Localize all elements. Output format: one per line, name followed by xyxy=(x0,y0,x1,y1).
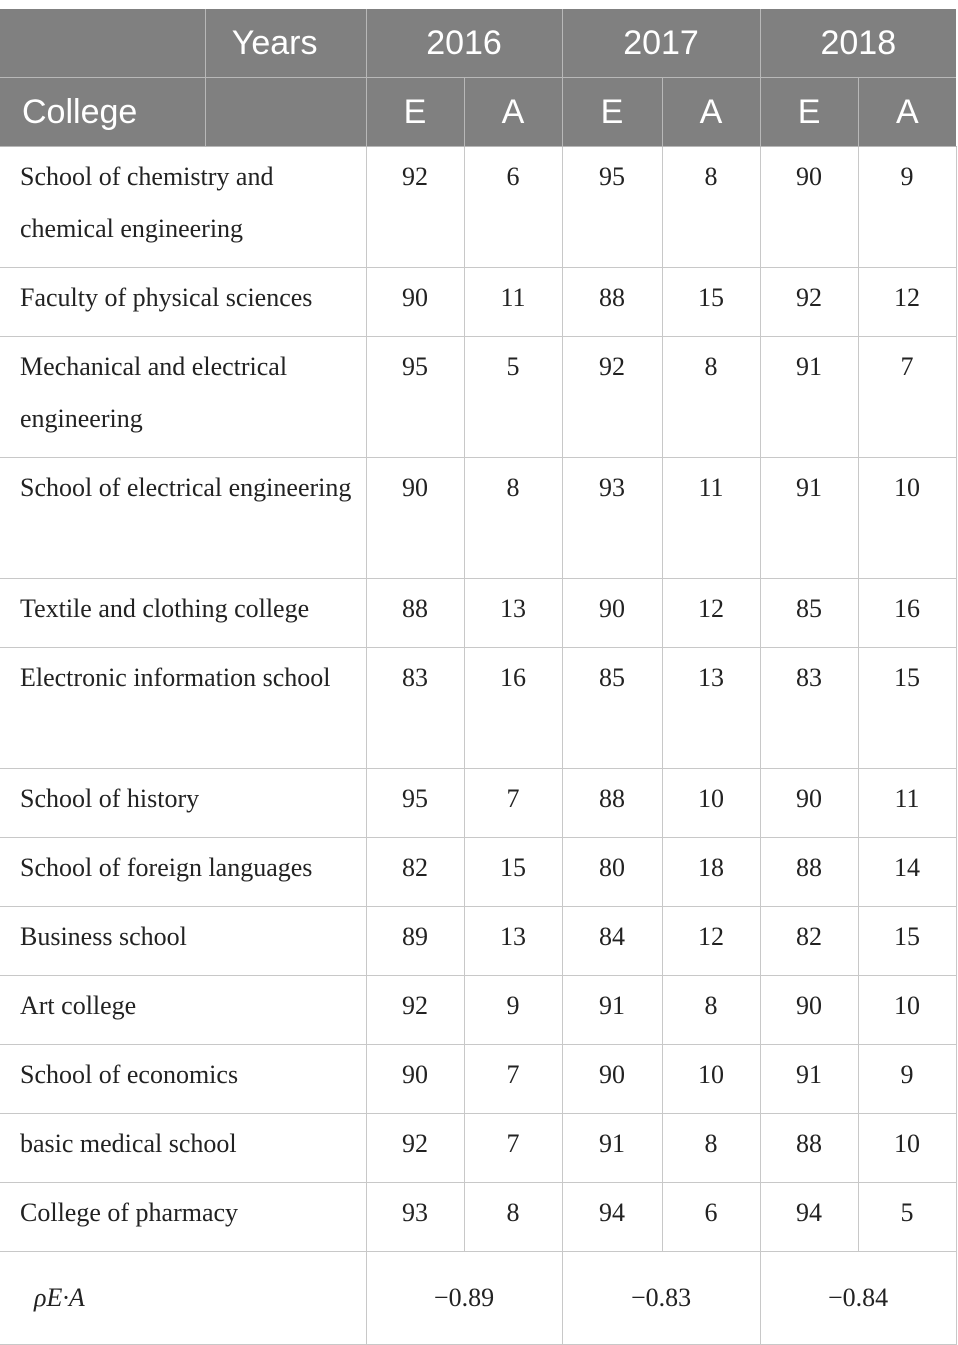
college-name: College of pharmacy xyxy=(0,1183,366,1252)
value-e: 91 xyxy=(760,337,858,458)
value-e: 95 xyxy=(366,769,464,838)
value-e: 91 xyxy=(760,458,858,579)
value-a: 9 xyxy=(464,976,562,1045)
header-blank xyxy=(0,9,205,78)
college-name: Electronic information school xyxy=(0,648,366,769)
table-row xyxy=(0,458,956,579)
value-a: 7 xyxy=(464,1045,562,1114)
header-blank-2 xyxy=(205,78,366,147)
value-a: 13 xyxy=(464,907,562,976)
value-a: 18 xyxy=(662,838,760,907)
value-a: 13 xyxy=(464,579,562,648)
value-a: 5 xyxy=(464,337,562,458)
table-row xyxy=(0,769,956,838)
table-row xyxy=(0,337,956,458)
rho-row xyxy=(0,1252,956,1345)
value-e: 90 xyxy=(760,976,858,1045)
table-row xyxy=(0,579,956,648)
table-row xyxy=(0,1183,956,1252)
value-a: 15 xyxy=(858,907,956,976)
value-a: 10 xyxy=(662,769,760,838)
value-a: 15 xyxy=(858,648,956,769)
sub-e-header: E xyxy=(562,78,662,147)
table-row xyxy=(0,1114,956,1183)
college-name: Textile and clothing college xyxy=(0,579,366,648)
table-row xyxy=(0,976,956,1045)
value-a: 7 xyxy=(464,769,562,838)
college-name: School of history xyxy=(0,769,366,838)
value-e: 95 xyxy=(562,147,662,268)
value-a: 6 xyxy=(662,1183,760,1252)
rho-2018: −0.84 xyxy=(760,1252,956,1345)
value-a: 8 xyxy=(662,1114,760,1183)
value-e: 91 xyxy=(562,976,662,1045)
value-e: 92 xyxy=(366,147,464,268)
value-e: 85 xyxy=(562,648,662,769)
sub-e-header: E xyxy=(366,78,464,147)
value-a: 15 xyxy=(662,268,760,337)
rho-2017: −0.83 xyxy=(562,1252,760,1345)
college-name: School of electrical engineering xyxy=(0,458,366,579)
value-e: 90 xyxy=(760,769,858,838)
value-e: 94 xyxy=(760,1183,858,1252)
table-row xyxy=(0,907,956,976)
value-e: 82 xyxy=(366,838,464,907)
value-a: 9 xyxy=(858,147,956,268)
value-e: 80 xyxy=(562,838,662,907)
value-a: 13 xyxy=(662,648,760,769)
value-a: 6 xyxy=(464,147,562,268)
value-a: 8 xyxy=(464,458,562,579)
value-e: 91 xyxy=(562,1114,662,1183)
college-header: College xyxy=(0,78,205,147)
year-2016-header: 2016 xyxy=(366,9,562,78)
value-e: 88 xyxy=(562,769,662,838)
value-e: 88 xyxy=(760,838,858,907)
value-e: 90 xyxy=(366,268,464,337)
value-e: 89 xyxy=(366,907,464,976)
value-e: 90 xyxy=(366,458,464,579)
value-a: 8 xyxy=(662,976,760,1045)
value-a: 5 xyxy=(858,1183,956,1252)
value-e: 82 xyxy=(760,907,858,976)
value-e: 88 xyxy=(562,268,662,337)
sub-a-header: A xyxy=(662,78,760,147)
college-name: Business school xyxy=(0,907,366,976)
value-e: 88 xyxy=(760,1114,858,1183)
college-name: School of foreign languages xyxy=(0,838,366,907)
value-a: 11 xyxy=(662,458,760,579)
value-a: 8 xyxy=(464,1183,562,1252)
college-name: School of chemistry and chemical engineering xyxy=(0,147,366,268)
value-a: 15 xyxy=(464,838,562,907)
college-name: Mechanical and electrical engineering xyxy=(0,337,366,458)
value-a: 16 xyxy=(858,579,956,648)
table-row xyxy=(0,147,956,268)
sub-a-header: A xyxy=(858,78,956,147)
college-ea-table xyxy=(0,9,957,1345)
college-name: basic medical school xyxy=(0,1114,366,1183)
value-e: 91 xyxy=(760,1045,858,1114)
value-a: 12 xyxy=(662,907,760,976)
years-header: Years xyxy=(205,9,366,78)
value-e: 90 xyxy=(366,1045,464,1114)
value-e: 88 xyxy=(366,579,464,648)
table-row xyxy=(0,648,956,769)
college-name: School of economics xyxy=(0,1045,366,1114)
value-e: 92 xyxy=(366,976,464,1045)
table-row xyxy=(0,838,956,907)
table-row xyxy=(0,268,956,337)
rho-2016: −0.89 xyxy=(366,1252,562,1345)
value-e: 83 xyxy=(760,648,858,769)
value-a: 12 xyxy=(662,579,760,648)
value-a: 9 xyxy=(858,1045,956,1114)
college-name: Faculty of physical sciences xyxy=(0,268,366,337)
sub-e-header: E xyxy=(760,78,858,147)
value-e: 93 xyxy=(562,458,662,579)
value-e: 92 xyxy=(366,1114,464,1183)
value-a: 10 xyxy=(858,458,956,579)
value-e: 84 xyxy=(562,907,662,976)
rho-label: ρE·A xyxy=(0,1252,366,1345)
value-a: 10 xyxy=(662,1045,760,1114)
year-2018-header: 2018 xyxy=(760,9,956,78)
sub-a-header: A xyxy=(464,78,562,147)
value-a: 11 xyxy=(464,268,562,337)
value-e: 83 xyxy=(366,648,464,769)
value-e: 92 xyxy=(562,337,662,458)
value-e: 85 xyxy=(760,579,858,648)
value-e: 90 xyxy=(562,579,662,648)
value-a: 7 xyxy=(464,1114,562,1183)
value-e: 93 xyxy=(366,1183,464,1252)
value-e: 92 xyxy=(760,268,858,337)
value-a: 12 xyxy=(858,268,956,337)
value-a: 14 xyxy=(858,838,956,907)
value-e: 95 xyxy=(366,337,464,458)
header-row-sub xyxy=(0,78,956,147)
header-row-years xyxy=(0,9,956,78)
value-a: 16 xyxy=(464,648,562,769)
value-a: 11 xyxy=(858,769,956,838)
value-a: 10 xyxy=(858,1114,956,1183)
college-name: Art college xyxy=(0,976,366,1045)
value-a: 8 xyxy=(662,337,760,458)
value-e: 90 xyxy=(760,147,858,268)
value-e: 94 xyxy=(562,1183,662,1252)
table-row xyxy=(0,1045,956,1114)
value-a: 8 xyxy=(662,147,760,268)
table-body xyxy=(0,147,956,1345)
value-a: 7 xyxy=(858,337,956,458)
value-e: 90 xyxy=(562,1045,662,1114)
value-a: 10 xyxy=(858,976,956,1045)
year-2017-header: 2017 xyxy=(562,9,760,78)
